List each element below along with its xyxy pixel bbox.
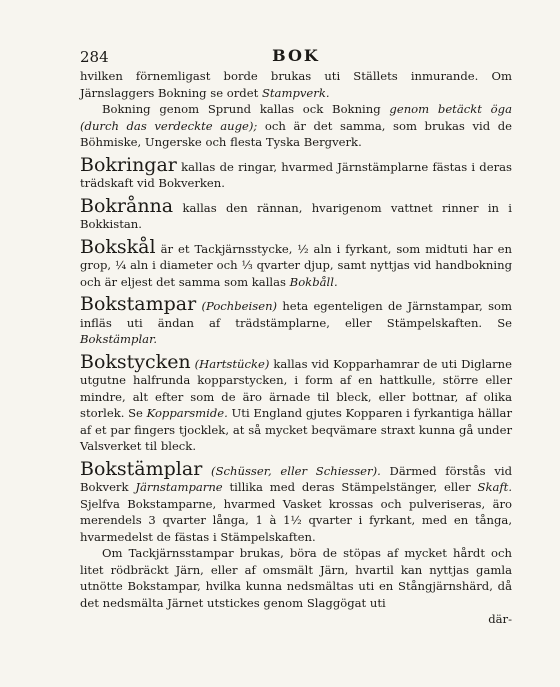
headword: Bokskål (80, 235, 156, 258)
headword: Bokringar (80, 153, 177, 176)
paragraph-text: Om Tackjärnsstampar brukas, böra de stöpas af mycket hårdt och litet rödbräckt Järn, eller af omsmält Järn, hvartil kan nyttjas gamla utnötte Bokstampar, hvilka kunna nedsmältas uti en Stångjärnshärd, då det nedsmälta Järnet utstickes genom Slaggögat uti (80, 546, 512, 610)
entry-text: Sjelfva Bokstamparne, hvarmed Vasket krossas och pulveriseras, äro merendels 3 qvarter långa, 1 à 1½ qvarter i fyrkant, med en tånga, hvarmedelst de fästas i Stämpelskaften. (80, 496, 512, 544)
headword: Bokstampar (80, 293, 197, 315)
german-term: (Pochbeisen) (201, 299, 278, 313)
entry-text: kallas den rännan, hvarigenom vattnet rinner in i Bokkistan. (80, 200, 513, 231)
page-header (80, 44, 512, 68)
entry-bokranna (80, 196, 512, 233)
italic-term: genom betäckt öga (389, 102, 512, 116)
entry-bokstycken (80, 352, 512, 455)
german-term: (Hartstücke) (194, 356, 270, 371)
catchword: där- (488, 612, 512, 626)
cross-reference: Stampverk. (261, 85, 330, 100)
running-head: BOK (272, 46, 320, 65)
entry-bokskal (80, 237, 512, 291)
headword: Bokstycken (80, 350, 191, 373)
paragraph-text: hvilken förnemligast borde brukas uti Ställets inmurande. Om Järnslaggers Bokning se ordet (80, 69, 512, 100)
entry-text: kallas de ringar, hvarmed Järnstämplarne fästas i deras trädskaft vid Bokverken. (80, 159, 512, 190)
headword: Bokrånna (80, 194, 174, 217)
paragraph (80, 545, 512, 611)
entry-bokstamplar (80, 459, 512, 546)
paragraph-text: och är det samma, som brukas vid de Böhmiske, Ungerske och flesta Tyska Bergverk. (80, 118, 512, 149)
cross-reference: Kopparsmide. (146, 406, 228, 420)
cross-reference: Järnstamparne (135, 480, 223, 494)
paragraph-text: Bokning genom Sprund kallas ock Bokning (102, 102, 381, 116)
entry-text: kallas vid Kopparhamrar de uti Diglarne utgutne halfrunda kopparstycken, i form af en hattkulle, större eller mindre, alt efter som de äro ärnade til bleck, eller bottnar, af olika storlek. Se (80, 356, 512, 420)
entry-text: heta egenteligen de Järnstampar, som infläs uti ändan af trädstämplarne, eller Stämpelskaften. Se (80, 299, 513, 330)
entry-bokstampar (80, 294, 512, 348)
page-number: 284 (80, 48, 109, 66)
cross-reference: Bokstämplar. (80, 332, 158, 346)
cross-reference: Skaft. (477, 480, 513, 494)
german-term: (Schüsser, eller Schiesser). (211, 463, 381, 478)
entry-text: Uti England gjutes Kopparen i fyrkantiga hällar af et par fingers tjocklek, at så mycket beqvämare straxt kunna gå under Valsverket til bleck. (80, 406, 512, 453)
paragraph (80, 101, 512, 151)
entry-text: tillika med deras Stämpelstänger, eller (229, 480, 471, 494)
entry-bokringar (80, 155, 512, 192)
cross-reference: Bokbåll. (289, 274, 338, 289)
page-body (80, 68, 512, 628)
paragraph (80, 68, 512, 101)
entry-text: är et Tackjärnsstycke, ½ aln i fyrkant, som midtuti har en grop, ¼ aln i diameter och ⅓ qvarter djup, samt nyttjas vid handbokning och är eljest det samma som kallas (80, 241, 513, 289)
headword: Bokstämplar (80, 457, 203, 480)
german-term: (durch das verdeckte auge); (80, 118, 258, 133)
entry-text: Därmed förstås vid Bokverk (80, 463, 513, 494)
